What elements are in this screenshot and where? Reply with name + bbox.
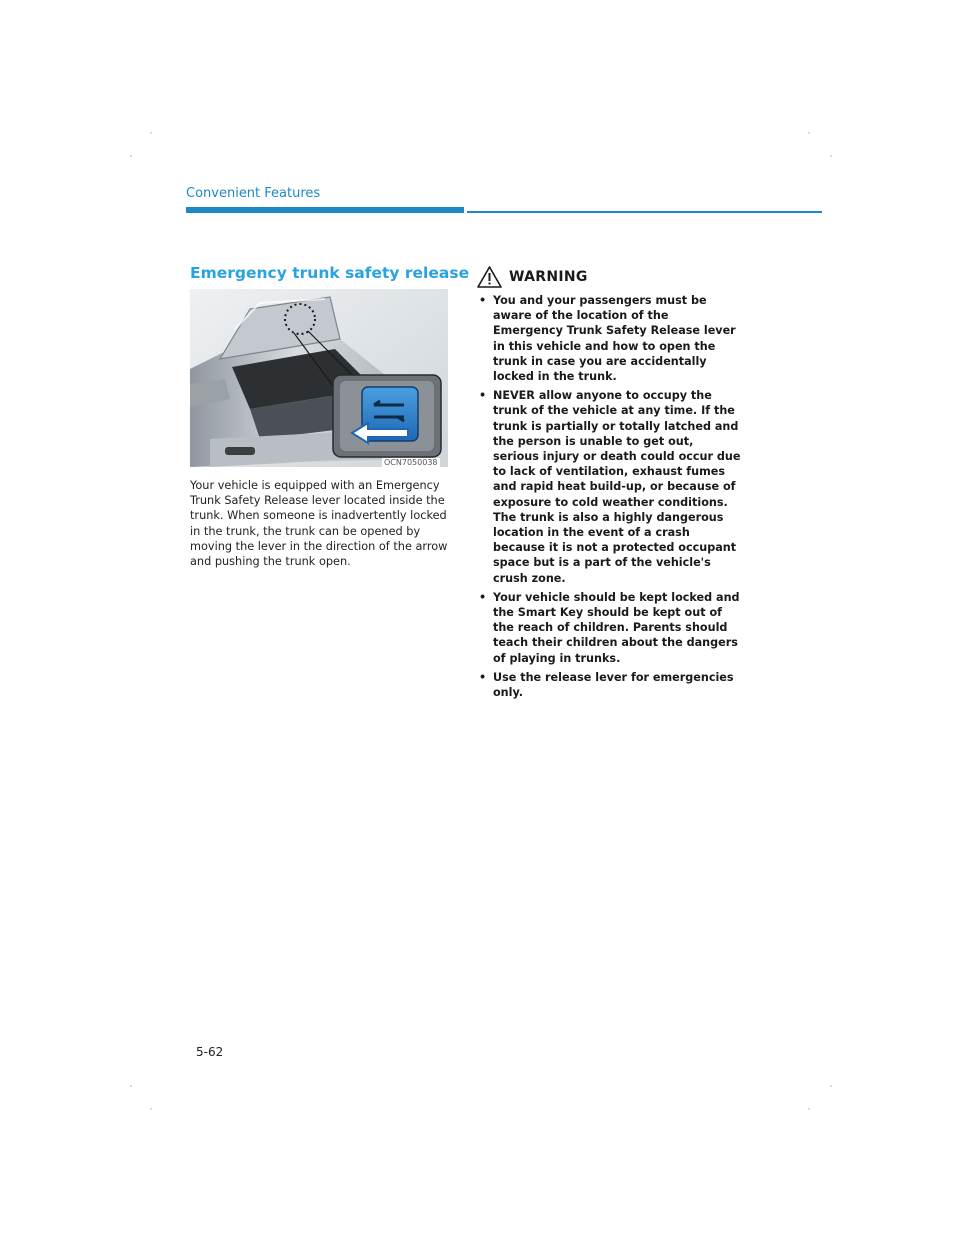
crop-mark <box>808 132 810 134</box>
article-body: Your vehicle is equipped with an Emergency Trunk Safety Release lever located inside the trunk. When someone is inadvertently locked in the trunk, the trunk can be opened by moving the lever in the direction of the arrow and pushing the trunk open. <box>190 479 448 569</box>
section-title: Convenient Features <box>186 186 321 201</box>
figure-code: OCN7050038 <box>384 458 438 467</box>
header-rule-thin <box>467 211 822 213</box>
crop-mark <box>150 132 152 134</box>
trunk-illustration-svg <box>190 289 448 467</box>
warning-list <box>479 293 741 704</box>
crop-mark <box>830 1085 832 1087</box>
warning-triangle-icon <box>477 266 502 288</box>
warning-title: WARNING <box>509 269 588 285</box>
crop-mark <box>130 155 132 157</box>
warning-item: • You and your passengers must be aware of the location of the Emergency Trunk Safety Release lever in this vehicle and how to open the trunk in case you are accidentally locked in the trunk. <box>479 293 741 384</box>
warning-item: • Your vehicle should be kept locked and the Smart Key should be kept out of the reach of children. Parents should teach their children about the dangers of playing in trunks. <box>479 590 741 666</box>
trunk-release-illustration <box>190 289 448 467</box>
crop-mark <box>150 1108 152 1110</box>
crop-mark <box>130 1085 132 1087</box>
crop-mark <box>808 1108 810 1110</box>
warning-header <box>477 266 588 288</box>
warning-item: • Use the release lever for emergencies only. <box>479 670 741 700</box>
crop-mark <box>830 155 832 157</box>
article-heading: Emergency trunk safety release <box>190 264 470 282</box>
header-rule-thick <box>186 207 464 213</box>
warning-item: • NEVER allow anyone to occupy the trunk of the vehicle at any time. If the trunk is partially or totally latched and the person is unable to get out, serious injury or death could occur due to lack of ventilation, exhaust fumes and rapid heat build-up, or because of exposure to cold weather conditions. The trunk is also a highly dangerous location in the event of a crash because it is not a protected occupant space but is a part of the vehicle's crush zone. <box>479 388 741 586</box>
page-number: 5-62 <box>196 1045 224 1059</box>
